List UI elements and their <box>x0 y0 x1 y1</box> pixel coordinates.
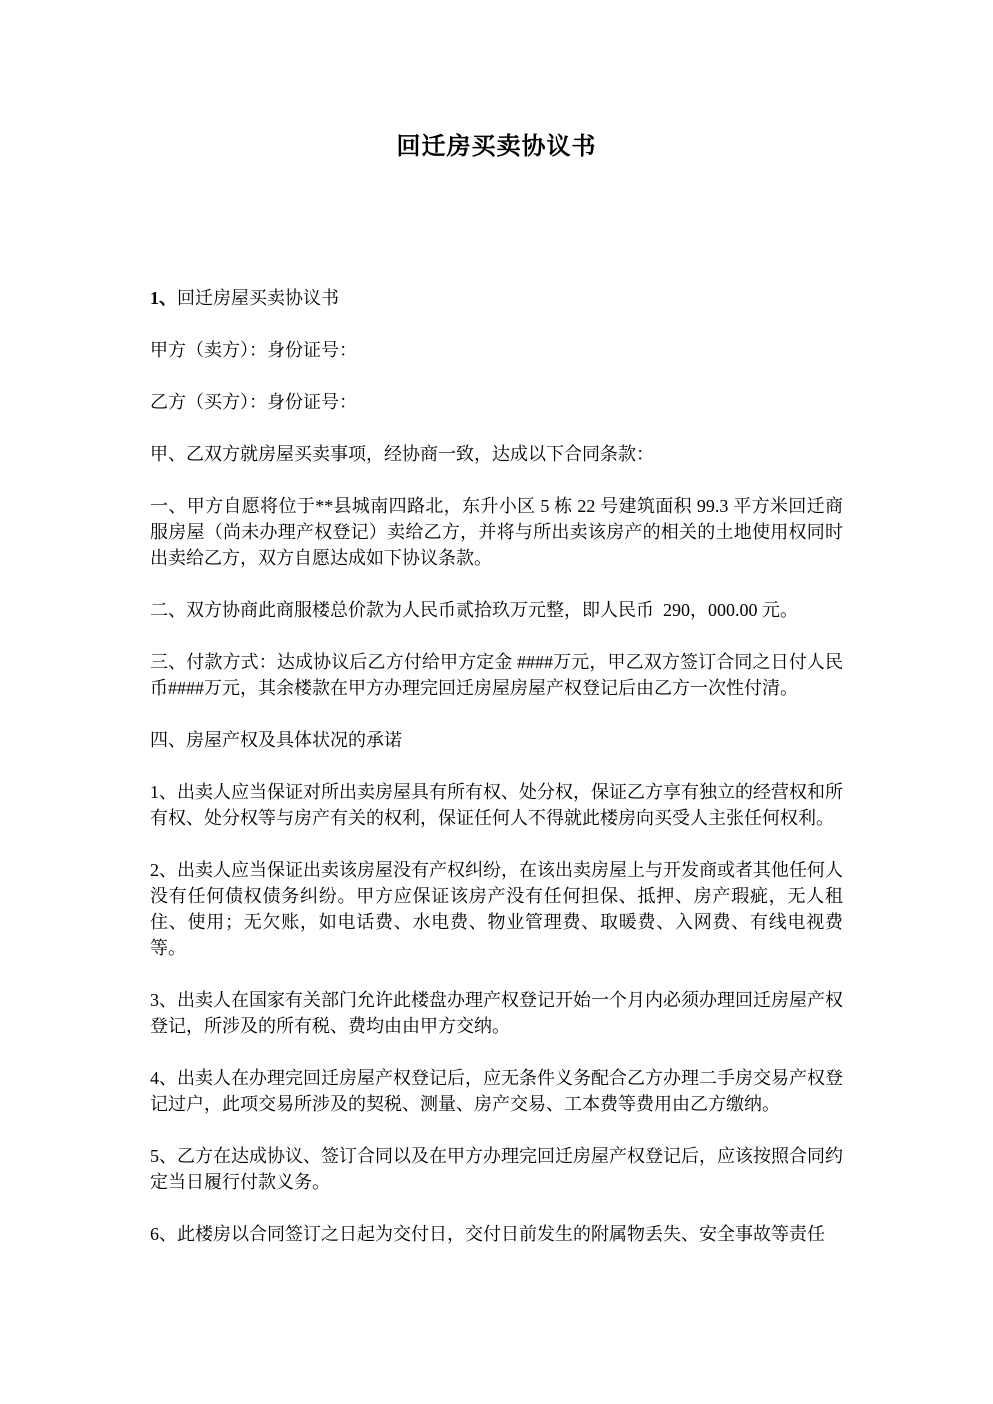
clause-4-item-6: 6、此楼房以合同签订之日起为交付日，交付日前发生的附属物丢失、安全事故等责任 <box>150 1224 825 1244</box>
clause-2-price: 二、双方协商此商服楼总价款为人民币贰拾玖万元整，即人民币 290，000.00 元。 <box>150 600 798 620</box>
section-heading <box>150 285 843 311</box>
clause-4-item-4: 4、出卖人在办理完回迁房屋产权登记后，应无条件义务配合乙方办理二手房交易产权登记过户，此项交易所涉及的契税、测量、房产交易、工本费等费用由乙方缴纳。 <box>150 1068 843 1114</box>
clause-4-item-3: 3、出卖人在国家有关部门允许此楼盘办理产权登记开始一个月内必须办理回迁房屋产权登记，所涉及的所有税、费均由由甲方交纳。 <box>150 990 843 1036</box>
clause-4-item-5: 5、乙方在达成协议、签订合同以及在甲方办理完回迁房屋产权登记后，应该按照合同约定当日履行付款义务。 <box>150 1146 843 1192</box>
section-heading-number: 1、 <box>150 288 177 308</box>
document-body <box>0 285 993 1247</box>
preamble-line: 甲、乙双方就房屋买卖事项，经协商一致，达成以下合同条款： <box>150 444 654 464</box>
party-b-line: 乙方（买方）：身份证号： <box>150 392 357 412</box>
clause-4-heading: 四、房屋产权及具体状况的承诺 <box>150 730 402 750</box>
document-title: 回迁房买卖协议书 <box>396 134 597 160</box>
clause-3-payment: 三、付款方式：达成协议后乙方付给甲方定金 ####万元，甲乙双方签订合同之日付人民币####万元，其余楼款在甲方办理完回迁房屋房屋产权登记后由乙方一次性付清。 <box>150 652 843 698</box>
party-a-line: 甲方（卖方）：身份证号： <box>150 340 357 360</box>
clause-1-property: 一、甲方自愿将位于**县城南四路北，东升小区 5 栋 22 号建筑面积 99.3 平方米回迁商服房屋（尚未办理产权登记）卖给乙方，并将与所出卖该房产的相关的土地使用权同时出卖给乙方，双方自愿达成如下协议条款。 <box>150 496 843 568</box>
section-heading-text: 回迁房屋买卖协议书 <box>177 288 339 308</box>
clause-4-item-1: 1、出卖人应当保证对所出卖房屋具有所有权、处分权，保证乙方享有独立的经营权和所有权、处分权等与房产有关的权利，保证任何人不得就此楼房向买受人主张任何权利。 <box>150 782 843 828</box>
clause-4-item-2: 2、出卖人应当保证出卖该房屋没有产权纠纷，在该出卖房屋上与开发商或者其他任何人没有任何债权债务纠纷。甲方应保证该房产没有任何担保、抵押、房产瑕疵，无人租住、使用；无欠账，如电话费、水电费、物业管理费、取暖费、入网费、有线电视费等。 <box>150 860 843 958</box>
